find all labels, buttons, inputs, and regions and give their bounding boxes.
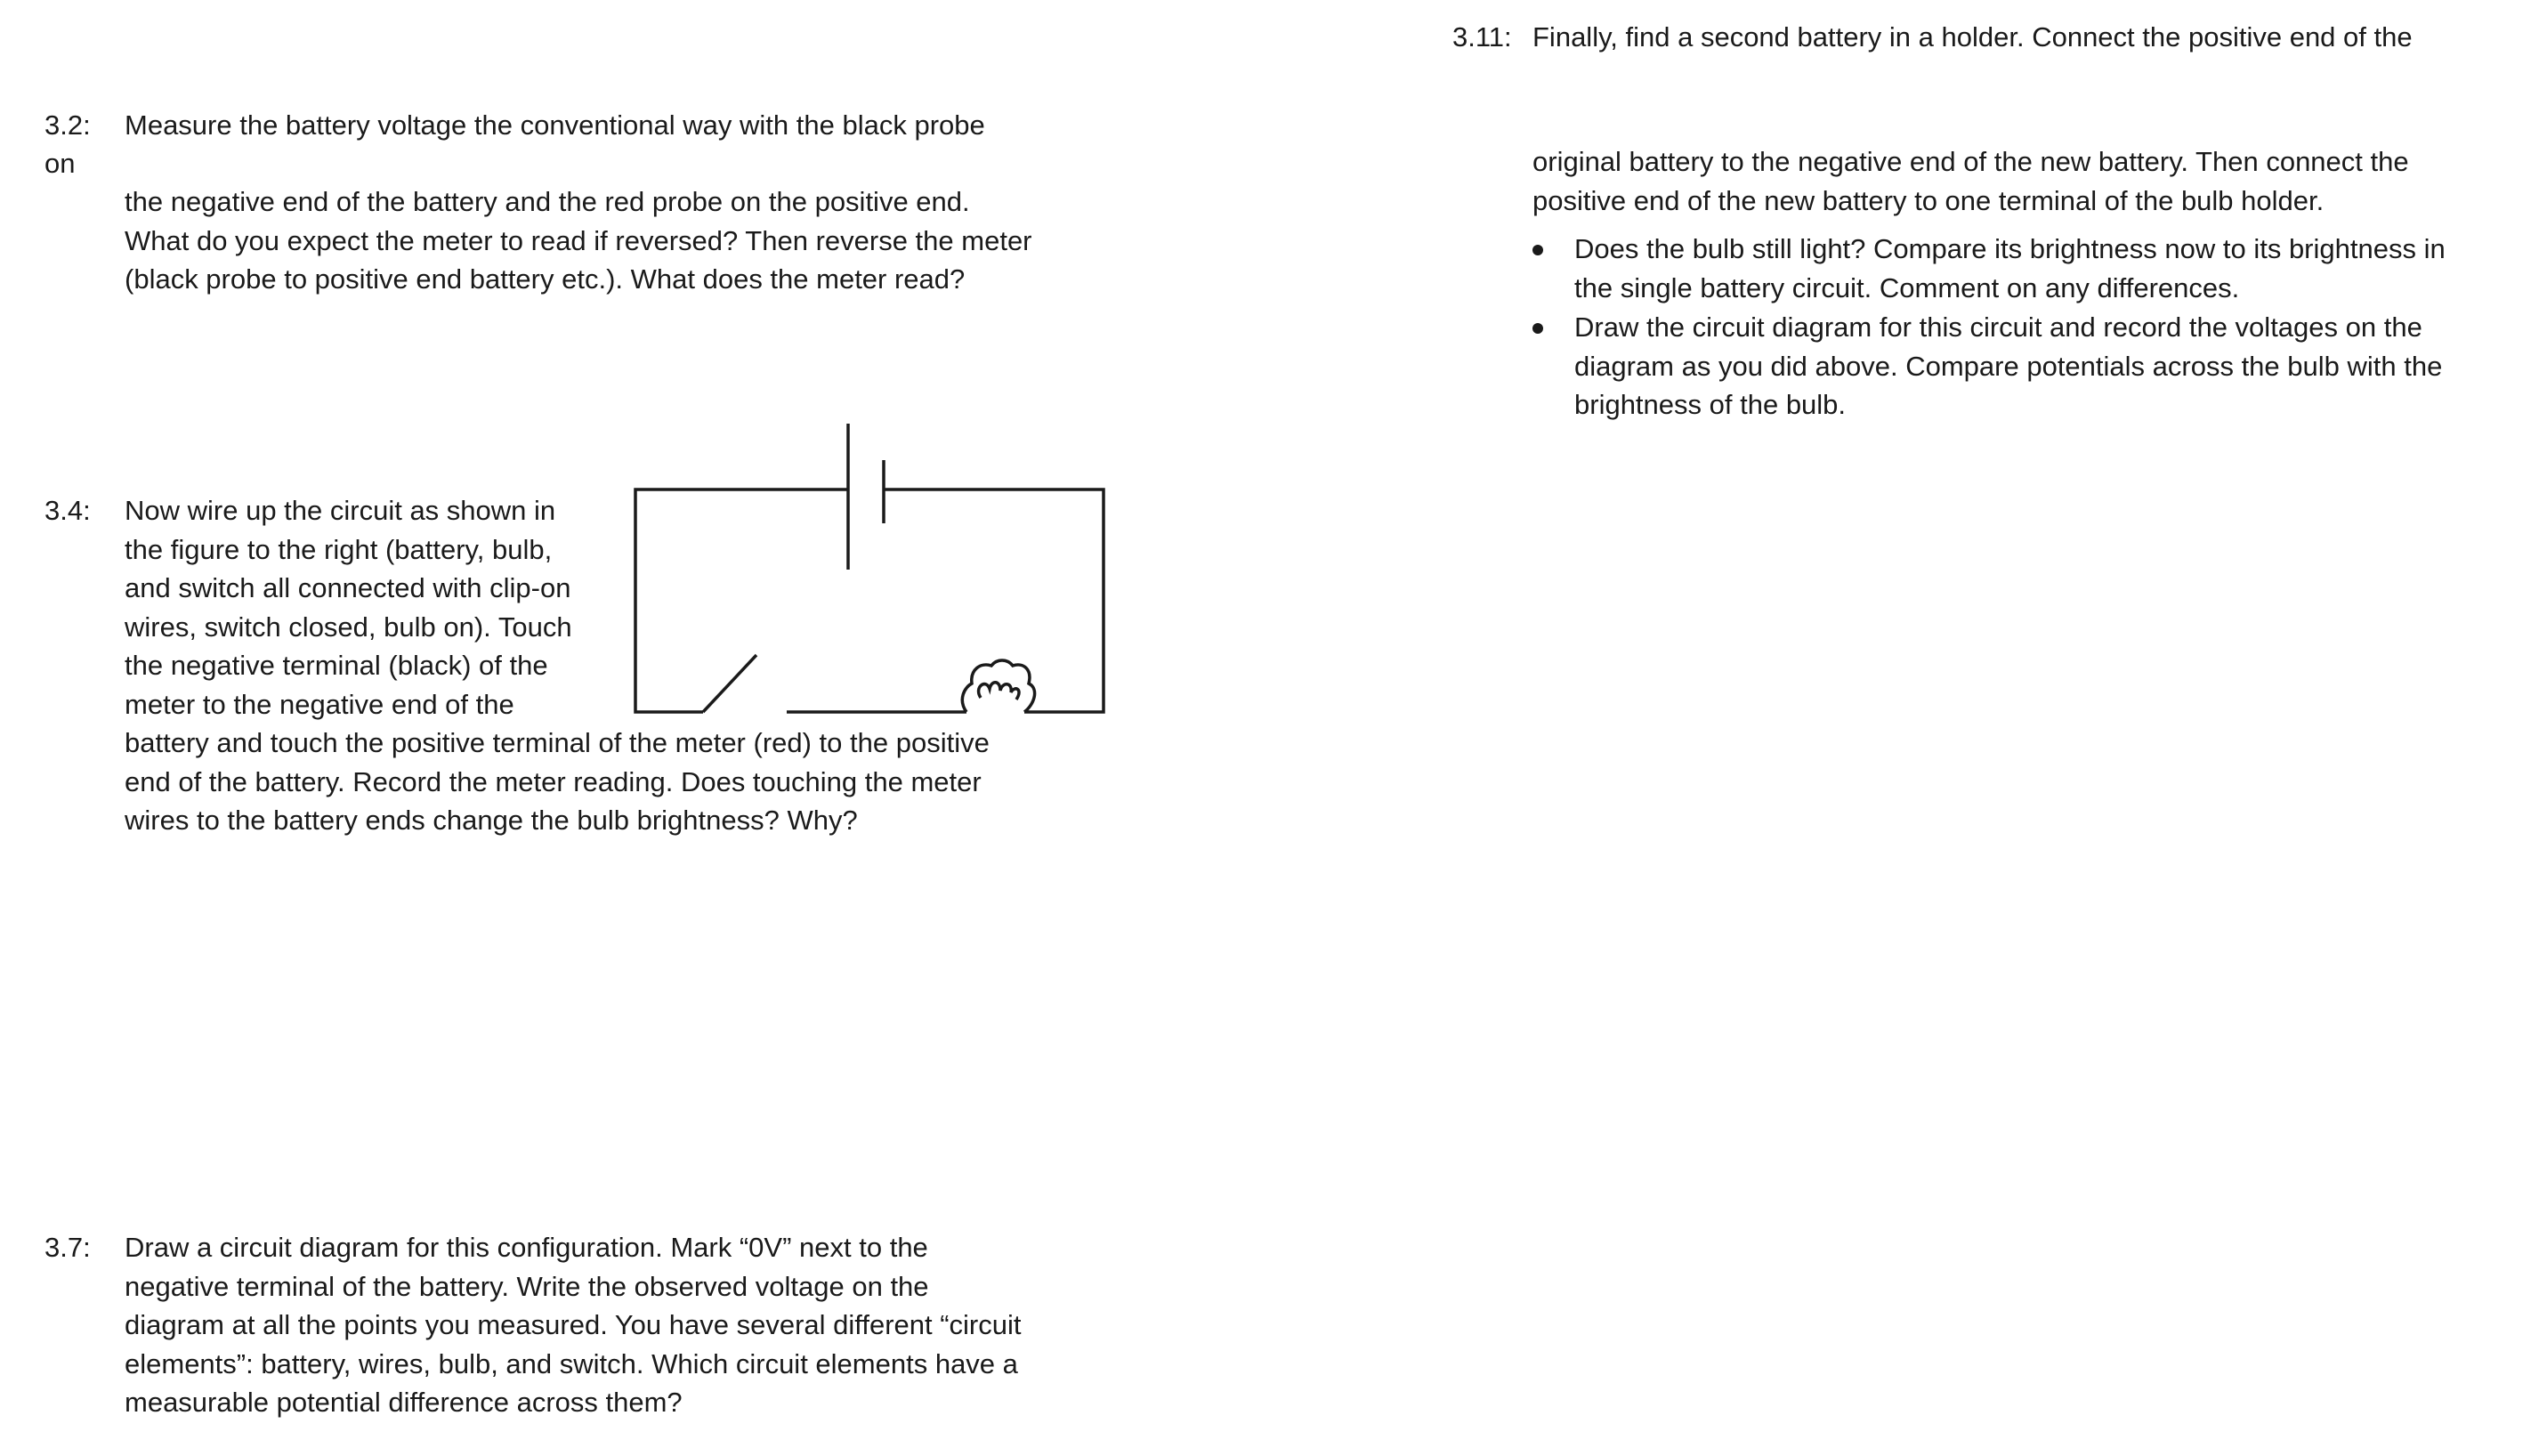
text-line: the negative terminal (black) of the: [125, 650, 548, 681]
text-line: battery and touch the positive terminal of the meter (red) to the positive: [125, 727, 990, 758]
item-3-11-bullet-list: [1532, 230, 2446, 425]
wire-top-right: [884, 489, 1104, 712]
text-line: diagram as you did above. Compare potentials across the bulb with the: [1574, 350, 2443, 382]
item-3-11-number: 3.11:: [1452, 21, 1512, 53]
item-3-4-number: 3.4:: [44, 495, 91, 526]
text-line: end of the battery. Record the meter reading. Does touching the meter: [125, 765, 982, 797]
text-line: (black probe to positive end battery etc.). What does the meter read?: [125, 263, 966, 295]
text-line: measurable potential difference across them?: [125, 1387, 683, 1418]
text-line: diagram at all the points you measured. You have several different “circuit: [125, 1309, 1022, 1340]
item-3-2-number: 3.2:: [44, 109, 91, 141]
text-line: the figure to the right (battery, bulb,: [125, 533, 553, 565]
bulb-filament: [979, 683, 1019, 700]
bullet-icon: [1532, 245, 1543, 255]
text-line: What do you expect the meter to read if reversed? Then reverse the meter: [125, 224, 1032, 256]
text-line: brightness of the bulb.: [1574, 389, 1847, 420]
text-line: Draw the circuit diagram for this circuit and record the voltages on the: [1574, 311, 2422, 343]
item-3-2-first-line: Measure the battery voltage the conventional way with the black probe: [125, 109, 985, 141]
bullet-icon: [1532, 323, 1543, 334]
text-line: wires to the battery ends change the bulb brightness? Why?: [125, 805, 858, 836]
text-line: meter to the negative end of the: [125, 688, 514, 720]
text-line: elements”: battery, wires, bulb, and switch. Which circuit elements have a: [125, 1347, 1018, 1379]
item-3-2-orphan-word: on: [44, 148, 76, 179]
list-item: [1532, 230, 2446, 307]
item-3-11-first-line: Finally, find a second battery in a holder. Connect the positive end of the: [1532, 21, 2413, 53]
text-line: Does the bulb still light? Compare its brightness now to its brightness in: [1574, 233, 2446, 264]
text-line: original battery to the negative end of the new battery. Then connect the: [1532, 146, 2409, 177]
item-3-11-text: [1532, 142, 2409, 220]
text-line: and switch all connected with clip-on: [125, 572, 571, 603]
text-line: positive end of the new battery to one terminal of the bulb holder.: [1532, 184, 2325, 216]
text-line: wires, switch closed, bulb on). Touch: [125, 611, 572, 643]
text-line: the negative end of the battery and the red probe on the positive end.: [125, 186, 970, 217]
text-line: Now wire up the circuit as shown in: [125, 495, 556, 526]
list-item: [1532, 308, 2446, 425]
wire-top-left: [635, 489, 848, 712]
text-line: the single battery circuit. Comment on any differences.: [1574, 271, 2240, 303]
text-line: negative terminal of the battery. Write the observed voltage on the: [125, 1270, 929, 1302]
text-line: Draw a circuit diagram for this configuration. Mark “0V” next to the: [125, 1232, 928, 1263]
switch-blade: [703, 655, 756, 712]
item-3-7-text: [125, 1228, 1022, 1422]
item-3-7-number: 3.7:: [44, 1232, 91, 1263]
